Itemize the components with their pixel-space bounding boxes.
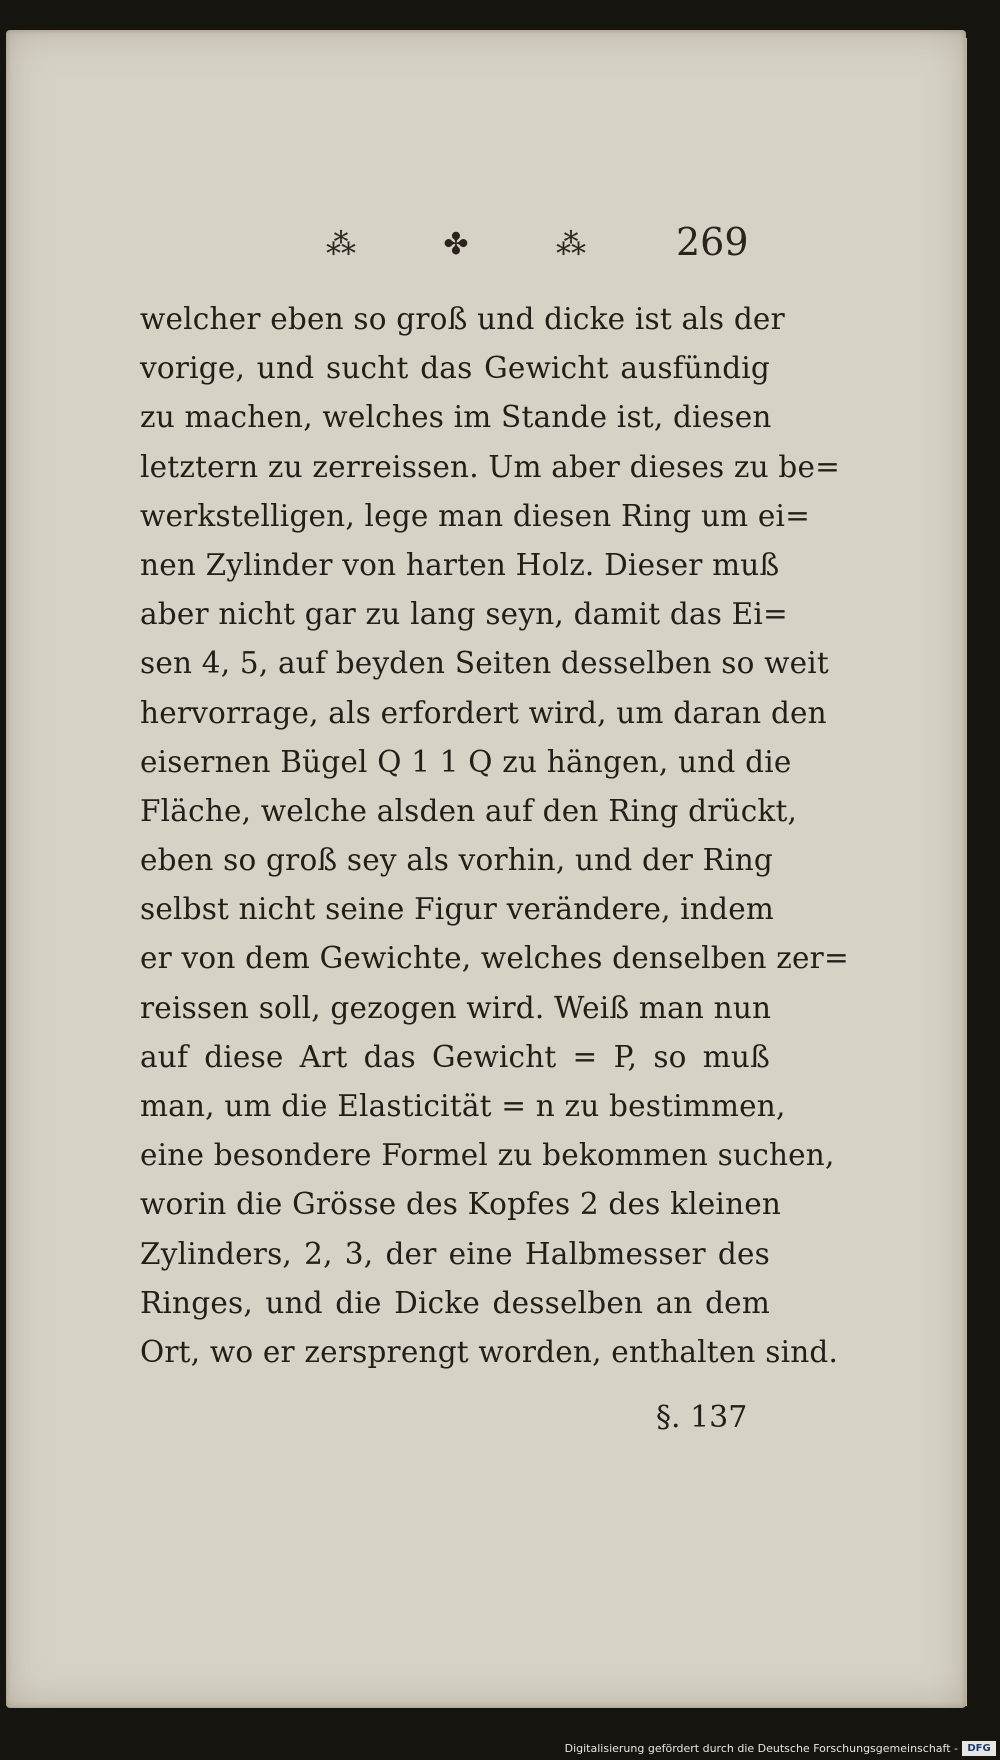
text-line: vorige, und sucht das Gewicht ausfündig bbox=[140, 351, 770, 386]
text-line: reissen soll, gezogen wird. Weiß man nun bbox=[140, 990, 772, 1025]
book-page bbox=[6, 30, 966, 1708]
text-line: Fläche, welche alsden auf den Ring drückt, bbox=[140, 793, 798, 828]
page-number: 269 bbox=[676, 220, 749, 264]
text-line: eine besondere Formel zu bekommen suchen, bbox=[140, 1138, 835, 1173]
text-line: man, um die Elasticität = n zu bestimmen, bbox=[140, 1089, 786, 1123]
text-line: worin die Grösse des Kopfes 2 des kleinen bbox=[140, 1187, 782, 1222]
text-line: letztern zu zerreissen. Um aber dieses zu be= bbox=[140, 449, 841, 484]
funding-credit: Digitalisierung gefördert durch die Deutsche Forschungsgemeinschaft - bbox=[564, 1742, 958, 1755]
text-line: Zylinders, 2, 3, der eine Halbmesser des bbox=[140, 1236, 770, 1271]
text-line: hervorrage, als erfordert wird, um daran den bbox=[140, 695, 827, 730]
text-line: sen 4, 5, auf beyden Seiten desselben so weit bbox=[140, 646, 829, 681]
page-header bbox=[6, 220, 966, 270]
text-line: Ringes, und die Dicke desselben an dem bbox=[140, 1285, 770, 1320]
ornament-left-icon: ⁂ bbox=[326, 226, 356, 262]
dfg-logo: DFG bbox=[962, 1741, 996, 1756]
text-line: zu machen, welches im Stande ist, diesen bbox=[140, 400, 772, 435]
footer-bar bbox=[0, 1740, 1000, 1760]
text-line: auf diese Art das Gewicht = P, so muß bbox=[140, 1039, 770, 1074]
catchword: §. 137 bbox=[656, 1400, 748, 1435]
text-line: welcher eben so groß und dicke ist als der bbox=[140, 302, 785, 336]
text-line: aber nicht gar zu lang seyn, damit das Ei= bbox=[140, 597, 788, 632]
ornament-center-icon: ✤ bbox=[443, 226, 469, 262]
text-line: nen Zylinder von harten Holz. Dieser muß bbox=[140, 547, 780, 582]
text-line: selbst nicht seine Figur verändere, indem bbox=[140, 892, 775, 927]
ornament-right-icon: ⁂ bbox=[555, 226, 586, 262]
header-ornament bbox=[326, 226, 586, 262]
text-line: er von dem Gewichte, welches denselben zer= bbox=[140, 941, 849, 976]
text-line: eisernen Bügel Q 1 1 Q zu hängen, und die bbox=[140, 744, 792, 779]
body-text bbox=[140, 295, 849, 1377]
text-line: eben so groß sey als vorhin, und der Ring bbox=[140, 843, 773, 878]
text-line: Ort, wo er zersprengt worden, enthalten sind. bbox=[140, 1334, 839, 1369]
text-line: werkstelligen, lege man diesen Ring um ei= bbox=[140, 498, 811, 533]
